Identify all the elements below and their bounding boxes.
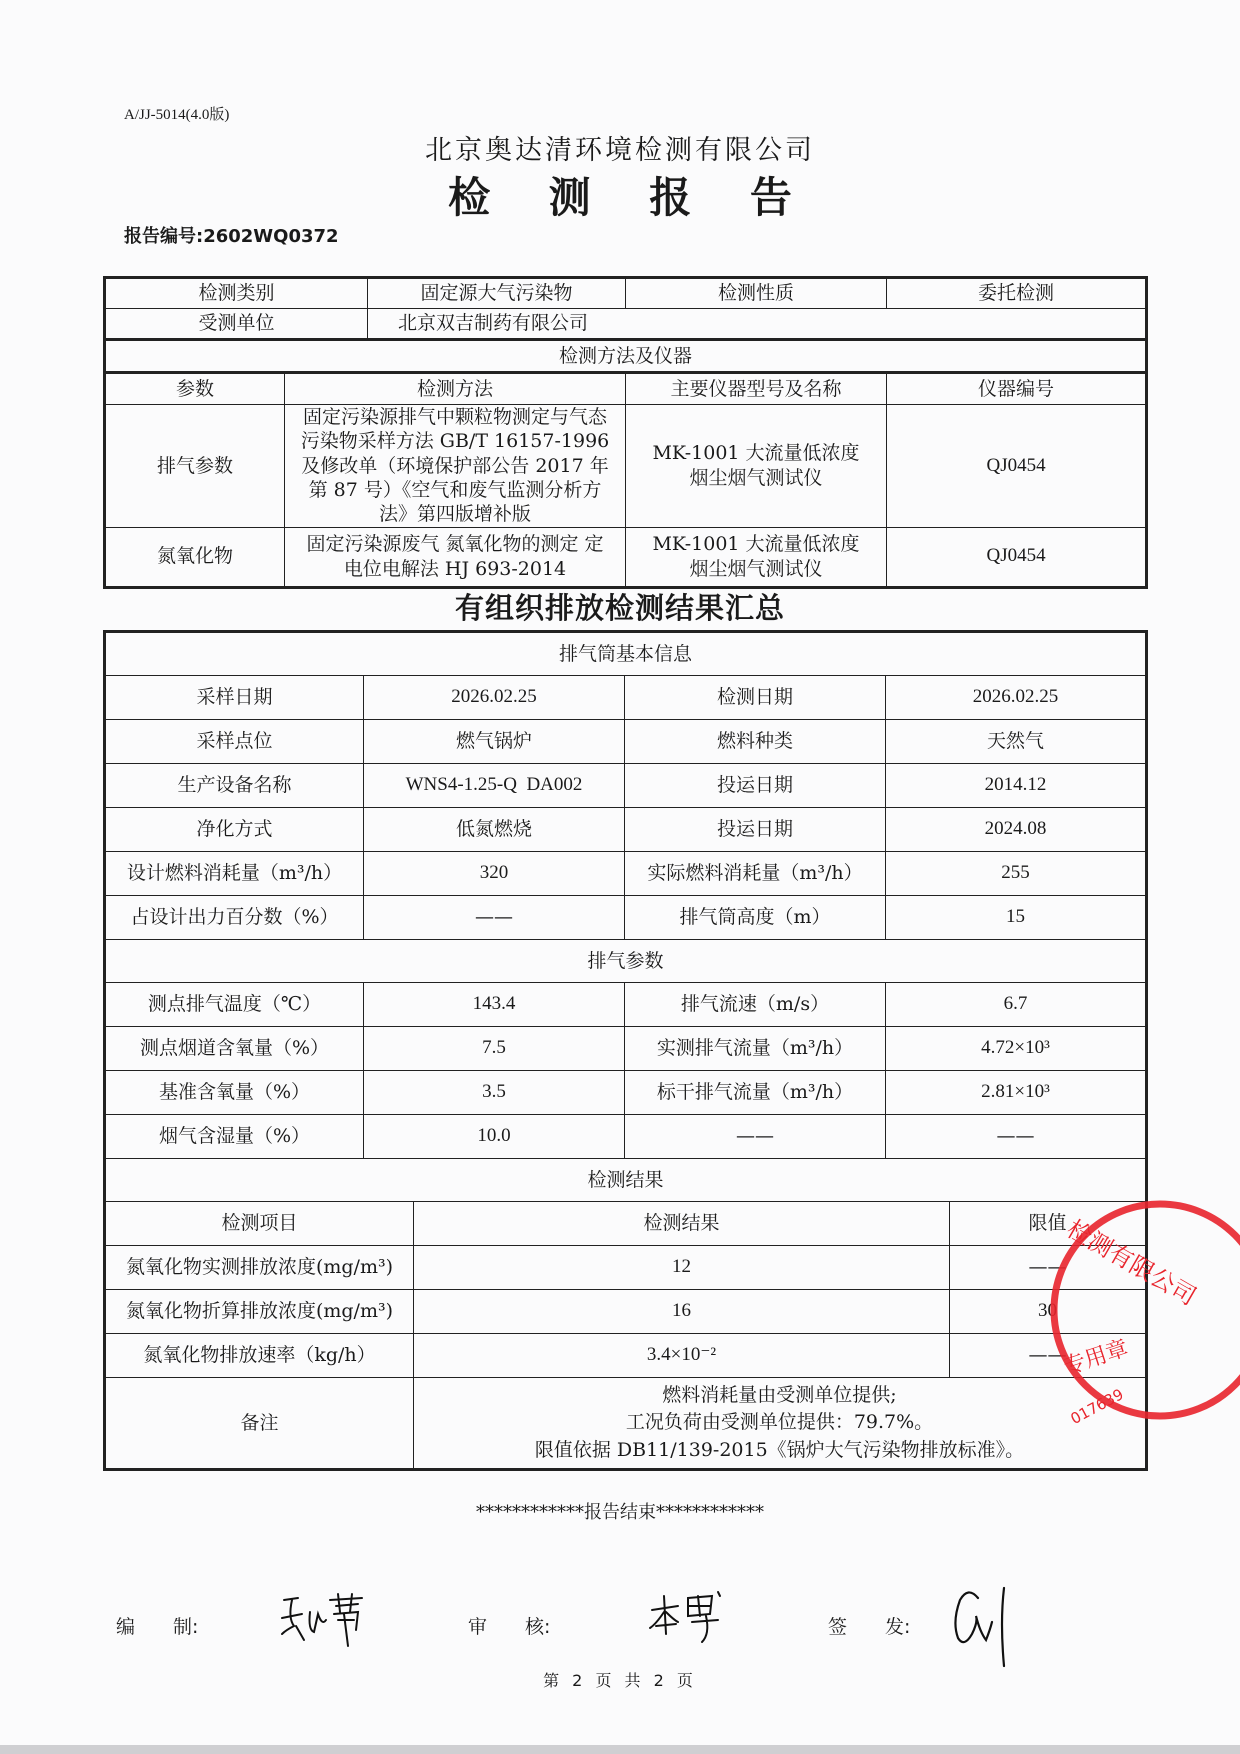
cell-label: 实测排气流量（m³/h） [625, 1027, 886, 1071]
table-row [105, 896, 1147, 940]
scan-edge [0, 1745, 1240, 1754]
cell-value: 2026.02.25 [886, 676, 1147, 720]
method-row-method: 固定污染源废气 氮氧化物的测定 定电位电解法 HJ 693-2014 [285, 527, 626, 587]
cell-label: 设计燃料消耗量（m³/h） [105, 852, 364, 896]
category-label: 检测类别 [105, 278, 368, 309]
stack-info-title: 排气筒基本信息 [105, 632, 1147, 676]
cell-value: WNS4-1.25-Q DA002 [364, 764, 625, 808]
remarks-row [105, 1378, 1147, 1470]
remark-line: 限值依据 DB11/139-2015《锅炉大气污染物排放标准》。 [534, 1438, 1025, 1461]
cell-label: 排气流速（m/s） [625, 983, 886, 1027]
nature-label: 检测性质 [626, 278, 887, 309]
approver-signature [950, 1582, 1020, 1672]
cell-value: 10.0 [364, 1115, 625, 1159]
cell-value: 低氮燃烧 [364, 808, 625, 852]
cell-value: 2024.08 [886, 808, 1147, 852]
cell-value: 燃气锅炉 [364, 720, 625, 764]
table-row [105, 1246, 1147, 1290]
client-value: 北京双吉制药有限公司 [368, 309, 1147, 340]
col-method: 检测方法 [285, 373, 626, 405]
cell-label: 实际燃料消耗量（m³/h） [625, 852, 886, 896]
cell-label: 测点烟道含氧量（%） [105, 1027, 364, 1071]
cell-label: 烟气含湿量（%） [105, 1115, 364, 1159]
cell-label: 标干排气流量（m³/h） [625, 1071, 886, 1115]
exhaust-params-title: 排气参数 [105, 940, 1147, 983]
result-item: 氮氧化物实测排放浓度(mg/m³) [105, 1246, 414, 1290]
cell-value: 143.4 [364, 983, 625, 1027]
report-number-value: 2602WQ0372 [203, 226, 339, 247]
approved-by-label: 签 发: [828, 1616, 911, 1638]
cell-value: 4.72×10³ [886, 1027, 1147, 1071]
method-row-param: 氮氧化物 [105, 527, 285, 587]
result-item: 氮氧化物排放速率（kg/h） [105, 1334, 414, 1378]
cell-label: 占设计出力百分数（%） [105, 896, 364, 940]
cell-value: —— [886, 1115, 1147, 1159]
cell-value: 320 [364, 852, 625, 896]
stamp-sub: 专用章 [1060, 1335, 1132, 1381]
report-end-marker: ************报告结束************ [476, 1502, 764, 1523]
table-row [105, 1115, 1147, 1159]
stamp-text: 检测有限公司 [1062, 1214, 1201, 1311]
cell-value: 2026.02.25 [364, 676, 625, 720]
cell-label: 排气筒高度（m） [625, 896, 886, 940]
cell-value: 15 [886, 896, 1147, 940]
method-row-param: 排气参数 [105, 405, 285, 528]
report-number [124, 222, 339, 248]
col-result: 检测结果 [414, 1202, 950, 1246]
form-code: A/JJ-5014(4.0版) [124, 107, 230, 123]
cell-label: 基准含氧量（%） [105, 1071, 364, 1115]
compiler-signature [278, 1590, 368, 1650]
cell-label: 燃料种类 [625, 720, 886, 764]
cell-value: —— [364, 896, 625, 940]
result-value: 3.4×10⁻² [414, 1334, 950, 1378]
table-row [105, 1071, 1147, 1115]
result-value: 12 [414, 1246, 950, 1290]
nature-value: 委托检测 [887, 278, 1147, 309]
results-header-row [105, 1202, 1147, 1246]
info-table [103, 276, 1148, 589]
cell-label: 生产设备名称 [105, 764, 364, 808]
remark-line: 燃料消耗量由受测单位提供; [662, 1383, 897, 1406]
cell-label: 净化方式 [105, 808, 364, 852]
method-row-method: 固定污染源排气中颗粒物测定与气态污染物采样方法 GB/T 16157-1996 及修改单（环境保护部公告 2017 年第 87 号）《空气和废气监测分析方法》第四版增补版 [285, 405, 626, 528]
result-value: 16 [414, 1290, 950, 1334]
cell-label: 投运日期 [625, 764, 886, 808]
category-value: 固定源大气污染物 [368, 278, 626, 309]
table-row [105, 1290, 1147, 1334]
remarks-content [414, 1378, 1147, 1470]
table-row [105, 1027, 1147, 1071]
cell-label: 采样日期 [105, 676, 364, 720]
cell-label: 测点排气温度（℃） [105, 983, 364, 1027]
col-param: 参数 [105, 373, 285, 405]
table-row [105, 676, 1147, 720]
cell-value: 6.7 [886, 983, 1147, 1027]
table-row [105, 1334, 1147, 1378]
remarks-label: 备注 [105, 1378, 414, 1470]
table-row [105, 764, 1147, 808]
method-row-instrument-no: QJ0454 [887, 405, 1147, 528]
reviewer-signature [648, 1590, 728, 1650]
cell-value: 2014.12 [886, 764, 1147, 808]
col-limit: 限值 [950, 1202, 1147, 1246]
cell-label: 投运日期 [625, 808, 886, 852]
results-title: 检测结果 [105, 1159, 1147, 1202]
col-instrument-no: 仪器编号 [887, 373, 1147, 405]
remark-line: 工况负荷由受测单位提供：79.7%。 [625, 1411, 934, 1434]
cell-label: 检测日期 [625, 676, 886, 720]
table-row [105, 720, 1147, 764]
result-limit: —— [950, 1334, 1147, 1378]
client-label: 受测单位 [105, 309, 368, 340]
table-row [105, 852, 1147, 896]
document-title: 检 测 报 告 [448, 173, 814, 222]
methods-title: 检测方法及仪器 [105, 340, 1147, 373]
cell-value: 天然气 [886, 720, 1147, 764]
method-row-instrument-no: QJ0454 [887, 527, 1147, 587]
method-row-instrument: MK-1001 大流量低浓度烟尘烟气测试仪 [626, 527, 887, 587]
page-number: 第 2 页 共 2 页 [543, 1671, 697, 1690]
compiled-by-label: 编 制: [116, 1616, 199, 1638]
cell-value: 255 [886, 852, 1147, 896]
company-seal-stamp [1040, 1190, 1240, 1430]
cell-label: 采样点位 [105, 720, 364, 764]
result-limit: 30 [950, 1290, 1147, 1334]
cell-value: —— [625, 1115, 886, 1159]
cell-value: 2.81×10³ [886, 1071, 1147, 1115]
table-row [105, 983, 1147, 1027]
col-instrument: 主要仪器型号及名称 [626, 373, 887, 405]
summary-title: 有组织排放检测结果汇总 [454, 591, 785, 625]
report-number-label: 报告编号: [124, 226, 204, 247]
reviewed-by-label: 审 核: [468, 1616, 551, 1638]
stamp-code: 017639 [1067, 1385, 1127, 1428]
result-item: 氮氧化物折算排放浓度(mg/m³) [105, 1290, 414, 1334]
company-name: 北京奥达清环境检测有限公司 [425, 135, 815, 166]
result-limit: —— [950, 1246, 1147, 1290]
cell-value: 7.5 [364, 1027, 625, 1071]
col-item: 检测项目 [105, 1202, 414, 1246]
cell-value: 3.5 [364, 1071, 625, 1115]
method-row-instrument: MK-1001 大流量低浓度烟尘烟气测试仪 [626, 405, 887, 528]
summary-table [103, 630, 1148, 1471]
table-row [105, 808, 1147, 852]
